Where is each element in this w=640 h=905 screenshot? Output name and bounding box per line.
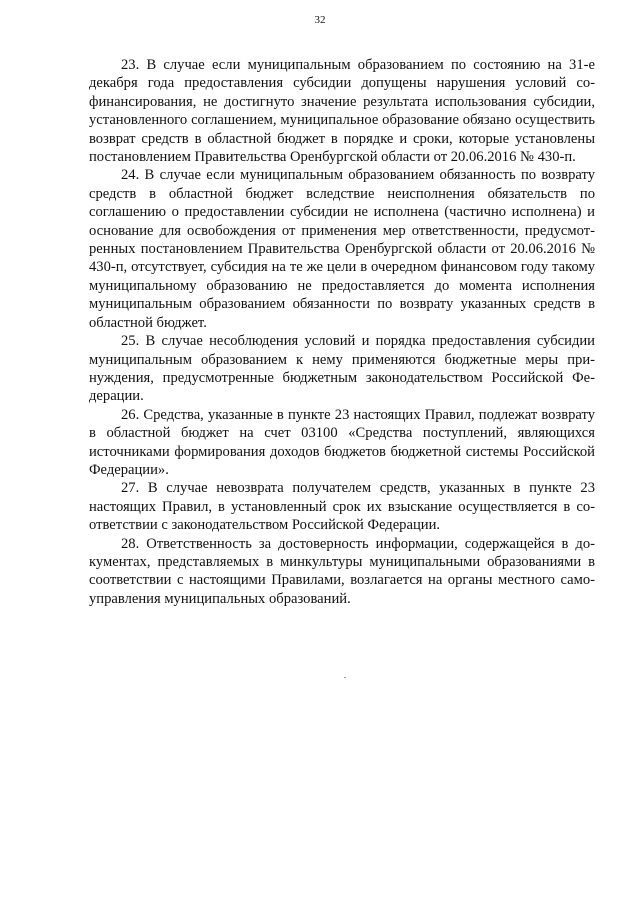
document-body <box>89 56 595 608</box>
paragraph-27: 27. В случае невозврата получателем средств, указанных в пункте 23 настоящих Правил, в установленный срок их взыскание осуществляется в соответствии с законодательством Российской Федерации. <box>89 480 595 534</box>
paragraph-28: 28. Ответственность за достоверность информации, содержащейся в документах, представляемых в минкультуры муниципальными образованиями в соответствии с настоящими Правилами, возлагается на органы местного самоуправления муниципальных образований. <box>89 535 595 607</box>
page-number: 32 <box>314 14 326 26</box>
scan-speck <box>344 677 346 678</box>
paragraph-26: 26. Средства, указанные в пункте 23 настоящих Правил, подлежат возврату в областной бюджет на счет 03100 «Средства поступлений, являющихся источниками формирования доходов бюджетов бюджетной системы Российской Федерации». <box>89 406 595 478</box>
paragraph-23: 23. В случае если муниципальным образованием по состоянию на 31-е декабря года предоставления субсидии допущены нарушения условий софинансирования, не достигнуто значение результата использования субсидии, установленного соглашением, муниципальное образование обязано осуществить возврат средств в областной бюджет в порядке и сроки, которые установлены постановлением Правительства Оренбургской области от 20.06.2016 № 430-п. <box>89 57 595 166</box>
paragraph-24: 24. В случае если муниципальным образованием обязанность по возврату средств в областной бюджет вследствие неисполнения обязательств по соглашению о предоставлении субсидии не исполнена (частично исполнена) и основание для освобождения от применения мер ответственности, предусмотренных постановлением Правительства Оренбургской области от 20.06.2016 № 430-п, отсутствует, субсидия на те же цели в очередном финансовом году такому муниципальному образованию не предоставляется до момента исполнения муниципальным образованием обязанности по возврату указанных средств в областной бюджет. <box>89 167 595 331</box>
paragraph-25: 25. В случае несоблюдения условий и порядка предоставления субсидии муниципальным образованием к нему применяются бюджетные меры принуждения, предусмотренные бюджетным законодательством Российской Федерации. <box>89 333 595 405</box>
